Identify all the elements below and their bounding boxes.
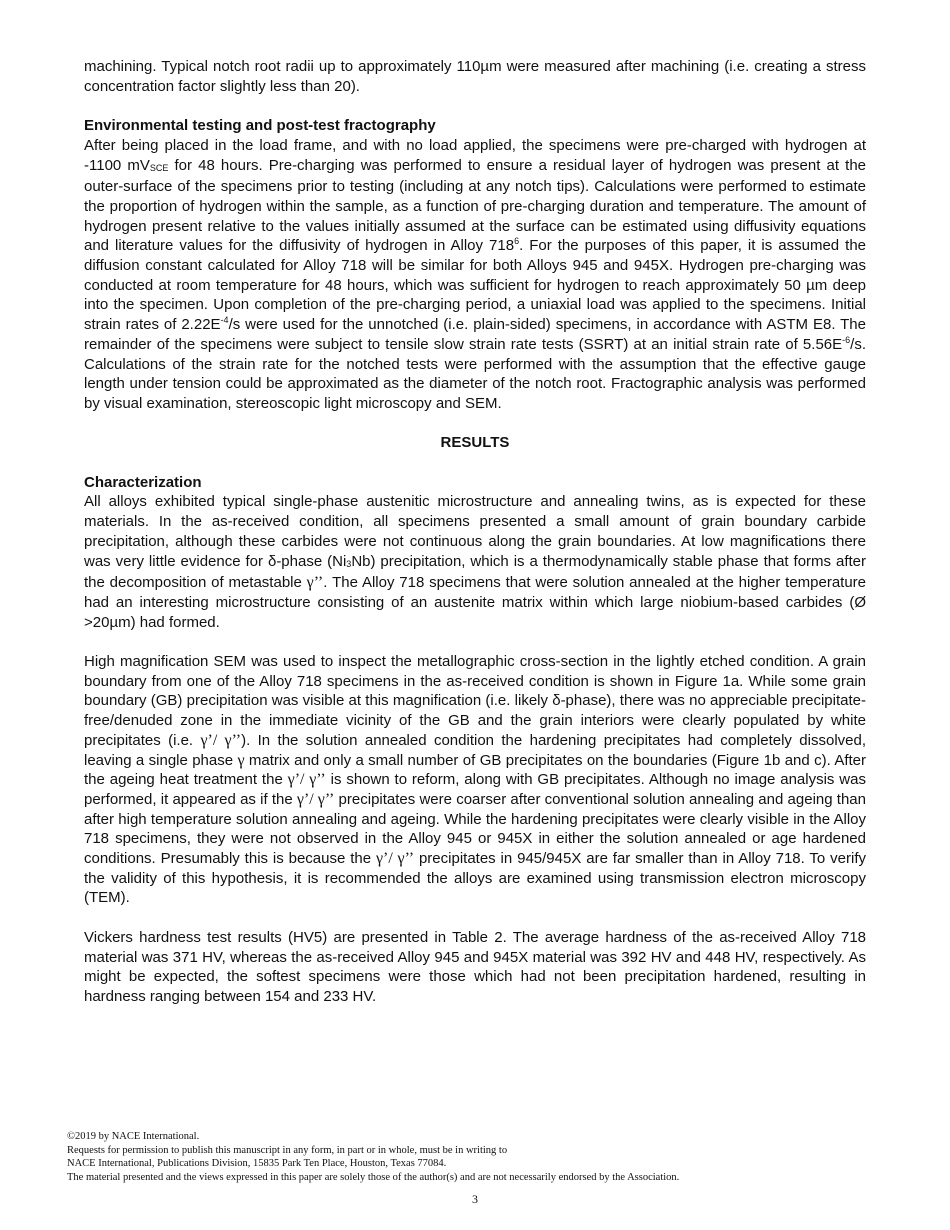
vickers-paragraph: Vickers hardness test results (HV5) are presented in Table 2. The average hardness of the as-received Alloy 718 material was 371 HV, whereas the as-received Alloy 945 and 945X material was 392 HV and 448 HV, respectively. As might be expected, the softest specimens were those which had not been precipitation hardened, resulting in hardness ranging between 154 and 233 HV. bbox=[84, 928, 866, 1005]
footer-line: The material presented and the views expressed in this paper are solely those of the author(s) and are not necessarily endorsed by the Association. bbox=[67, 1171, 680, 1183]
env-testing-heading: Environmental testing and post-test fractography bbox=[84, 117, 436, 135]
footer-line: ©2019 by NACE International. bbox=[67, 1131, 200, 1142]
intro-paragraph: machining. Typical notch root radii up to approximately 110µm were measured after machining (i.e. creating a stress concentration factor slightly less than 20). bbox=[84, 58, 866, 95]
sem-paragraph: High magnification SEM was used to inspect the metallographic cross-section in the lightly etched condition. A grain boundary from one of the Alloy 718 specimens in the as-received condition is shown in Figure 1a. While some grain boundary (GB) precipitation was visible at this magnification (i.e. likely δ-phase), there was no appreciable precipitate-free/denuded zone in the immediate vicinity of the GB and the grain interiors were clearly populated by white precipitates (i.e. γ’/ γ’’). In the solution annealed condition the hardening precipitates had completely dissolved, leaving a single phase γ matrix and only a small number of GB precipitates on the boundaries (Figure 1b and c). After the ageing heat treatment the γ’/ γ’’ is shown to reform, along with GB precipitates. Although no image analysis was performed, it appeared as if the γ’/ γ’’ precipitates were coarser after conventional solution annealing and ageing than after high temperature solution annealing and ageing. While the hardening precipitates were clearly visible in the Alloy 718 specimens, they were not observed in the Alloy 945 or 945X in either the solution annealed or age hardened conditions. Presumably this is because the γ’/ γ’’ precipitates in 945/945X are far smaller than in Alloy 718. To verify the validity of this hypothesis, it is recommended the alloys are examined using transmission electron microscopy (TEM). bbox=[84, 653, 867, 907]
env-testing-paragraph: After being placed in the load frame, and with no load applied, the specimens were pre-charged with hydrogen at -1100 mVSCE for 48 hours. Pre-charging was performed to ensure a residual layer of hydrogen was present at the outer-surface of the specimens prior to testing (including at any notch tips). Calculations were performed to estimate the proportion of hydrogen within the sample, as a function of pre-charging duration and temperature. The amount of hydrogen present relative to the values initially assumed at the surface can be estimated using diffusivity equations and literature values for the diffusivity of hydrogen in Alloy $718^6$. For the purposes of this paper, it is assumed the diffusion constant calculated for Alloy 718 will be similar for both Alloys 945 and 945X. Hydrogen pre-charging was conducted at room temperature for 48 hours, which was sufficient for hydrogen to reach approximately 50 µm deep into the specimen. Upon completion of the pre-charging period, a uniaxial load was applied to the specimens. Initial strain rates of $2.22E^{-4}/s$ were used for the unnotched (i.e. plain-sided) specimens, in accordance with ASTM E8. The remainder of the specimens were subject to tensile slow strain rate tests (SSRT) at an initial strain rate of $5.56E^{-6}/s$. Calculations of the strain rate for the notched tests were performed with the assumption that the effective gauge length under tension could be approximated as the diameter of the notch root. Fractographic analysis was performed by visual examination, stereoscopic light microscopy and SEM. bbox=[84, 136, 867, 412]
footer-line: Requests for permission to publish this manuscript in any form, in part or in whole, must be in writing to bbox=[67, 1144, 508, 1156]
characterization-heading: Characterization bbox=[84, 473, 202, 491]
paper-body bbox=[84, 57, 866, 1007]
results-heading: RESULTS bbox=[440, 434, 510, 452]
page-number: 3 bbox=[472, 1192, 478, 1206]
footer-line: NACE International, Publications Division, 15835 Park Ten Place, Houston, Texas 77084. bbox=[67, 1158, 447, 1170]
characterization-paragraph: All alloys exhibited typical single-phase austenitic microstructure and annealing twins, as is expected for these materials. In the as-received condition, all specimens presented a small amount of grain boundary carbide precipitation, although these carbides were not continuous along the grain boundaries. At low magnifications there was very little evidence for δ-phase (Ni3Nb) precipitation, which is a thermodynamically stable phase that forms after the decomposition of metastable γ’’. The Alloy 718 specimens that were solution annealed at the higher temperature had an interesting microstructure consisting of an austenite matrix within which large niobium-based carbides (Ø >20µm) had formed. bbox=[84, 493, 867, 631]
copyright-footer bbox=[67, 1130, 887, 1184]
